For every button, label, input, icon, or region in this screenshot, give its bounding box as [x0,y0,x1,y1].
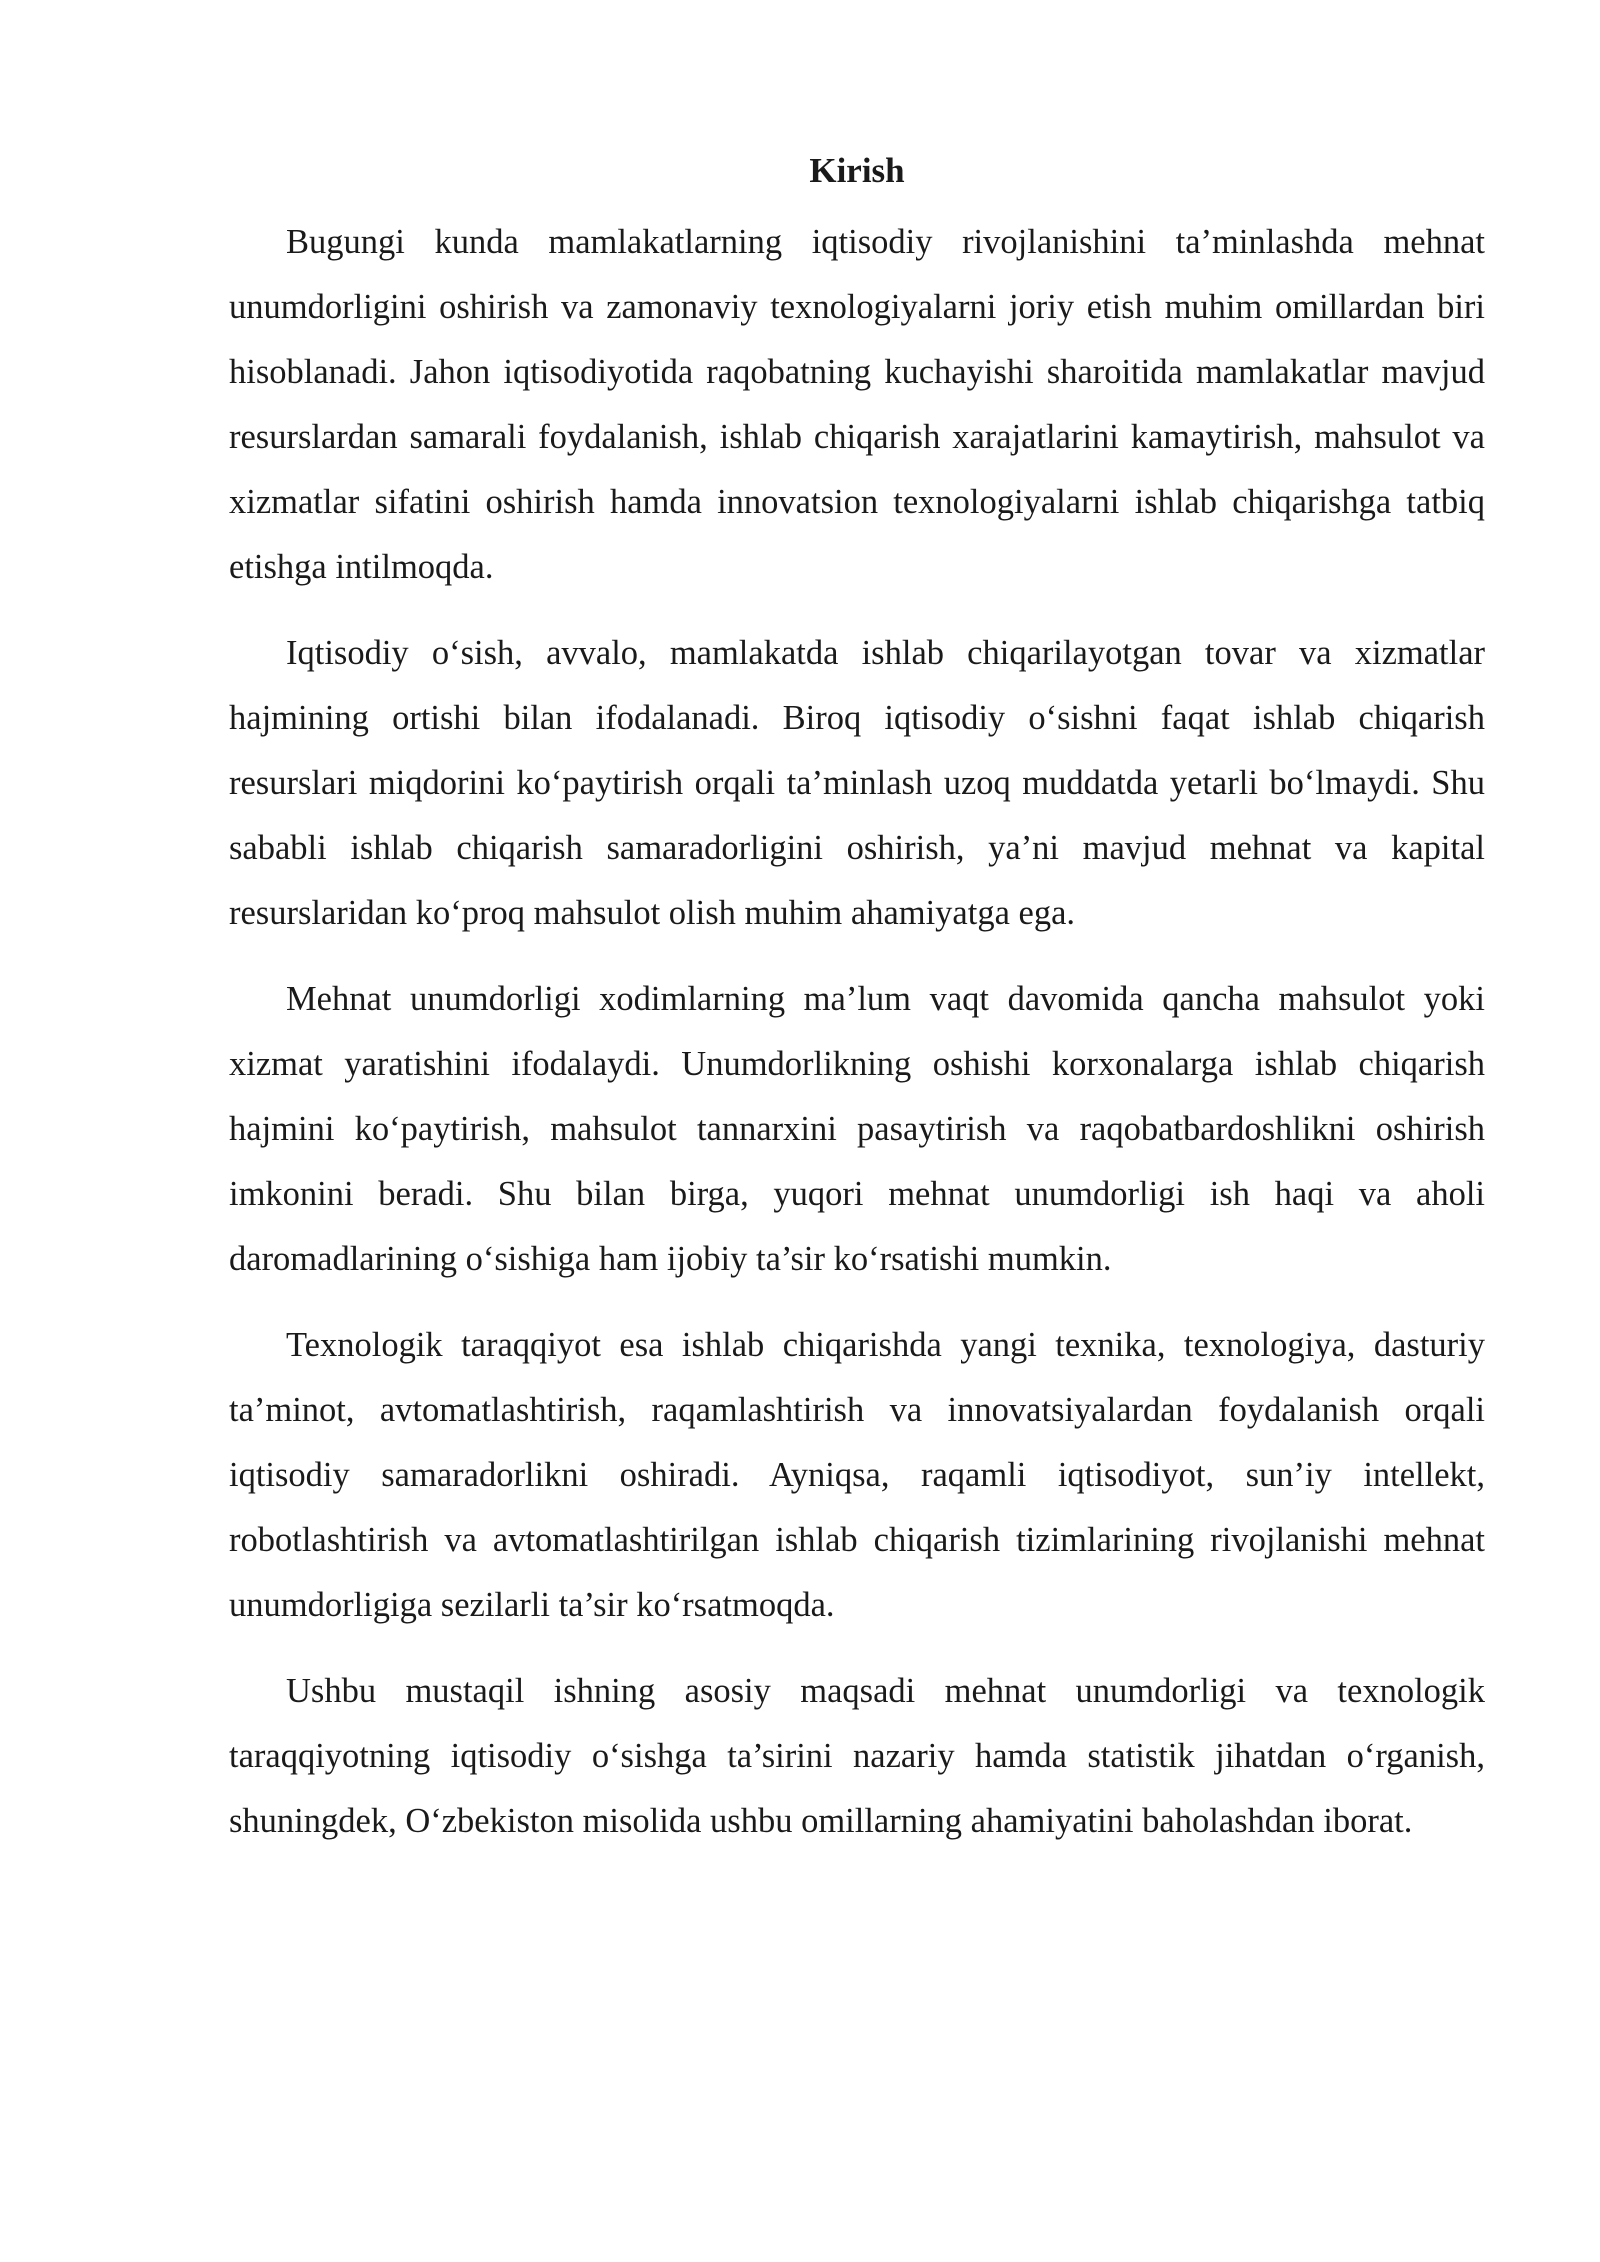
document-page [229,148,1485,1875]
paragraph-1: Bugungi kunda mamlakatlarning iqtisodiy rivojlanishini ta’minlashda mehnat unumdorligini oshirish va zamonaviy texnologiyalarni joriy etish muhim omillardan biri hisoblanadi. Jahon iqtisodiyotida raqobatning kuchayishi sharoitida mamlakatlar mavjud resurslardan samarali foydalanish, ishlab chiqarish xarajatlarini kamaytirish, mahsulot va xizmatlar sifatini oshirish hamda innovatsion texnologiyalarni ishlab chiqarishga tatbiq etishga intilmoqda. [229,223,1485,586]
paragraph-3: Mehnat unumdorligi xodimlarning ma’lum vaqt davomida qancha mahsulot yoki xizmat yaratishini ifodalaydi. Unumdorlikning oshishi korxonalarga ishlab chiqarish hajmini ko‘paytirish, mahsulot tannarxini pasaytirish va raqobatbardoshlikni oshirish imkonini beradi. Shu bilan birga, yuqori mehnat unumdorligi ish haqi va aholi daromadlarining o‘sishiga ham ijobiy ta’sir ko‘rsatishi mumkin. [229,980,1485,1278]
paragraph-5: Ushbu mustaqil ishning asosiy maqsadi mehnat unumdorligi va texnologik taraqqiyotning iqtisodiy o‘sishga ta’sirini nazariy hamda statistik jihatdan o‘rganish, shuningdek, O‘zbekiston misolida ushbu omillarning ahamiyatini baholashdan iborat. [229,1672,1485,1840]
paragraph-4: Texnologik taraqqiyot esa ishlab chiqarishda yangi texnika, texnologiya, dasturiy ta’minot, avtomatlashtirish, raqamlashtirish va innovatsiyalardan foydalanish orqali iqtisodiy samaradorlikni oshiradi. Ayniqsa, raqamli iqtisodiyot, sun’iy intellekt, robotlashtirish va avtomatlashtirilgan ishlab chiqarish tizimlarining rivojlanishi mehnat unumdorligiga sezilarli ta’sir ko‘rsatmoqda. [229,1326,1485,1624]
paragraph-2: Iqtisodiy o‘sish, avvalo, mamlakatda ishlab chiqarilayotgan tovar va xizmatlar hajmining ortishi bilan ifodalanadi. Biroq iqtisodiy o‘sishni faqat ishlab chiqarish resurslari miqdorini ko‘paytirish orqali ta’minlash uzoq muddatda yetarli bo‘lmaydi. Shu sababli ishlab chiqarish samaradorligini oshirish, ya’ni mavjud mehnat va kapital resurslaridan ko‘proq mahsulot olish muhim ahamiyatga ega. [229,634,1485,932]
section-title: Kirish [809,151,905,190]
